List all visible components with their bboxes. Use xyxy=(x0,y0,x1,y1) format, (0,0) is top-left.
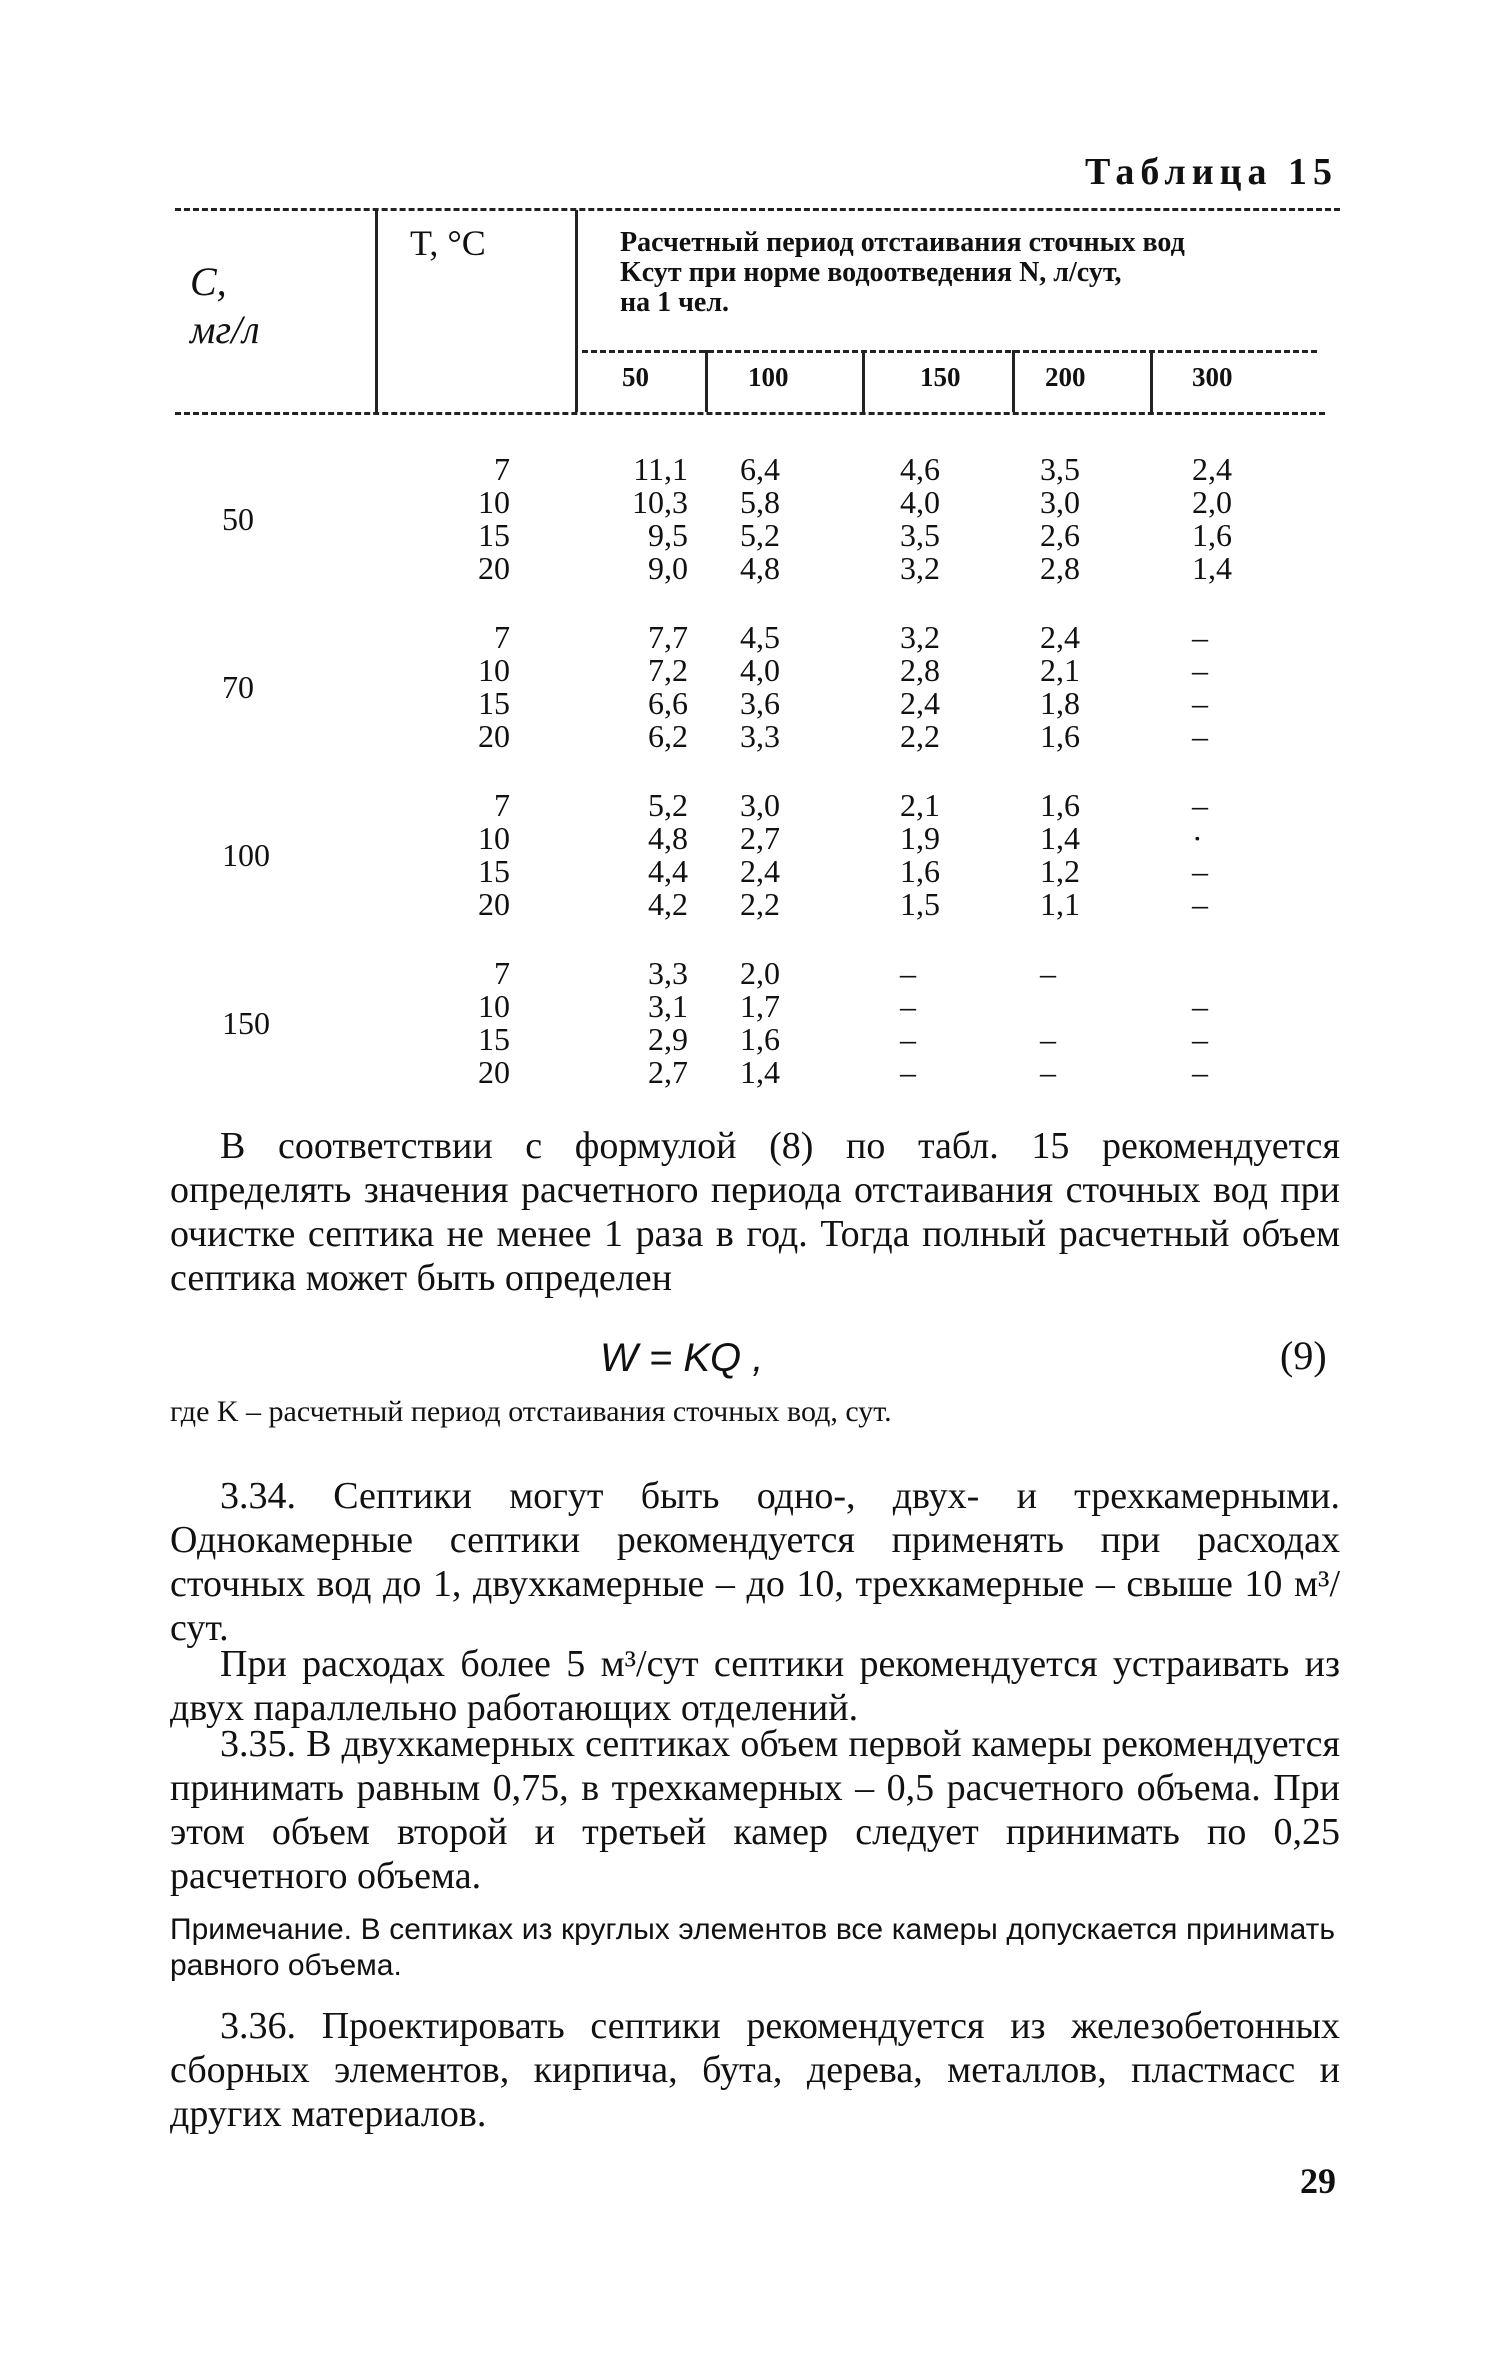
formula-w-kq: W = KQ , xyxy=(600,1336,764,1380)
norm-label-50: 50 xyxy=(622,362,649,392)
paragraph-3-34: 3.34. Септики могут быть одно-, двух- и трехкамерными. Однокамерные септики рекомендуется применять при расходах сточных вод до 1, двухкамерные – до 10, трехкамерные – свыше 10 м³/сут. xyxy=(170,1475,1340,1649)
value-cell: 2,0 xyxy=(1192,484,1232,520)
value-cell: – xyxy=(1040,1021,1056,1057)
value-cell: – xyxy=(1040,955,1056,991)
value-cell: – xyxy=(1192,685,1208,721)
value-cell: 4,6 xyxy=(900,451,940,487)
value-cell: – xyxy=(1192,886,1208,922)
value-cell: 1,7 xyxy=(740,988,780,1024)
value-cell: – xyxy=(1192,619,1208,655)
value-cell: 2,4 xyxy=(1040,619,1080,655)
value-cell: 3,0 xyxy=(740,787,780,823)
temperature-cell: 15 xyxy=(478,853,510,889)
value-cell: 11,1 xyxy=(633,451,688,487)
value-cell: 2,1 xyxy=(900,787,940,823)
value-cell: 3,5 xyxy=(900,517,940,553)
value-cell: 2,8 xyxy=(900,652,940,688)
norm-label-300: 300 xyxy=(1192,362,1233,392)
value-cell: – xyxy=(1192,1021,1208,1057)
temperature-cell: 7 xyxy=(494,955,510,991)
value-cell: 2,7 xyxy=(648,1054,688,1090)
value-cell: 4,5 xyxy=(740,619,780,655)
norm-label-200: 200 xyxy=(1045,362,1086,392)
value-cell: 2,4 xyxy=(740,853,780,889)
temperature-cell: 15 xyxy=(478,517,510,553)
value-cell: – xyxy=(1192,853,1208,889)
temperature-cell: 10 xyxy=(478,820,510,856)
paragraph-formula-intro: В соответствии с формулой (8) по табл. 15 рекомендуется определять значения расчетного периода отстаивания сточных вод при очистке септика не менее 1 раза в год. Тогда полный расчетный объем септика может быть определен xyxy=(170,1125,1340,1299)
value-cell: 4,0 xyxy=(900,484,940,520)
concentration-cell: 50 xyxy=(222,500,254,537)
value-cell: – xyxy=(900,955,916,991)
concentration-cell: 70 xyxy=(222,668,254,705)
value-cell: 9,5 xyxy=(648,517,688,553)
temperature-cell: 15 xyxy=(478,1021,510,1057)
value-cell: 1,6 xyxy=(1040,787,1080,823)
norm-label-100: 100 xyxy=(748,362,789,392)
value-cell: 1,6 xyxy=(1040,718,1080,754)
value-cell: – xyxy=(900,988,916,1024)
page-number: 29 xyxy=(1300,2161,1336,2201)
table-header-bottom-rule xyxy=(175,412,1325,415)
header-settling-period xyxy=(620,228,1340,318)
temperature-cell: 7 xyxy=(494,787,510,823)
value-cell: 2,4 xyxy=(900,685,940,721)
norm-header-rule xyxy=(582,350,1317,353)
value-cell: 1,1 xyxy=(1040,886,1080,922)
value-cell: 2,6 xyxy=(1040,517,1080,553)
value-cell: 4,4 xyxy=(648,853,688,889)
value-cell: 4,2 xyxy=(648,886,688,922)
temperature-cell: 20 xyxy=(478,1054,510,1090)
value-cell: 1,9 xyxy=(900,820,940,856)
value-cell: 1,8 xyxy=(1040,685,1080,721)
header-concentration xyxy=(190,258,260,354)
value-cell: 1,4 xyxy=(740,1054,780,1090)
header-c-unit: мг/л xyxy=(190,307,260,352)
value-cell: 1,6 xyxy=(900,853,940,889)
value-cell: 2,7 xyxy=(740,820,780,856)
value-cell: – xyxy=(1192,718,1208,754)
value-cell: 7,7 xyxy=(648,619,688,655)
value-cell: 6,6 xyxy=(648,685,688,721)
value-cell: 10,3 xyxy=(632,484,688,520)
value-cell: 2,2 xyxy=(740,886,780,922)
value-cell: – xyxy=(900,1021,916,1057)
value-cell: 3,2 xyxy=(900,550,940,586)
value-cell: 3,5 xyxy=(1040,451,1080,487)
temperature-cell: 20 xyxy=(478,550,510,586)
header-c-symbol: С, xyxy=(190,259,227,304)
temperature-cell: 10 xyxy=(478,484,510,520)
norm-label-150: 150 xyxy=(920,362,961,392)
value-cell: 6,4 xyxy=(740,451,780,487)
table-divider-t-k xyxy=(575,210,578,412)
value-cell: 3,2 xyxy=(900,619,940,655)
value-cell: 1,5 xyxy=(900,886,940,922)
concentration-cell: 100 xyxy=(222,836,270,873)
value-cell: 5,2 xyxy=(648,787,688,823)
table-title: Таблица 15 xyxy=(1084,151,1338,193)
header-k-line3: на 1 чел. xyxy=(620,287,730,318)
value-cell: 3,3 xyxy=(648,955,688,991)
value-cell: – xyxy=(900,1054,916,1090)
value-cell: – xyxy=(1192,787,1208,823)
value-cell: 2,8 xyxy=(1040,550,1080,586)
value-cell: 2,9 xyxy=(648,1021,688,1057)
value-cell: 3,6 xyxy=(740,685,780,721)
value-cell: 2,4 xyxy=(1192,451,1232,487)
value-cell: – xyxy=(1192,988,1208,1024)
value-cell: 3,3 xyxy=(740,718,780,754)
value-cell: 4,8 xyxy=(740,550,780,586)
value-cell: 5,8 xyxy=(740,484,780,520)
concentration-cell: 150 xyxy=(222,1004,270,1041)
paragraph-3-34-continued: При расходах более 5 м³/сут септики рекомендуется устраивать из двух параллельно работающих отделений. xyxy=(170,1643,1340,1729)
value-cell: – xyxy=(1040,1054,1056,1090)
value-cell: 3,1 xyxy=(648,988,688,1024)
value-cell: 1,6 xyxy=(1192,517,1232,553)
temperature-cell: 10 xyxy=(478,988,510,1024)
paragraph-3-35: 3.35. В двухкамерных септиках объем первой камеры рекомендуется принимать равным 0,75, в трехкамерных – 0,5 расчетного объема. При этом объем второй и третьей камер следует принимать по 0,25 расчетного объема. xyxy=(170,1723,1340,1897)
temperature-cell: 7 xyxy=(494,451,510,487)
value-cell: 2,1 xyxy=(1040,652,1080,688)
value-cell: 3,0 xyxy=(1040,484,1080,520)
formula-where-clause: где K – расчетный период отстаивания сточных вод, сут. xyxy=(170,1395,892,1428)
value-cell: 1,4 xyxy=(1040,820,1080,856)
value-cell: 2,0 xyxy=(740,955,780,991)
note-round-elements: Примечание. В септиках из круглых элементов все камеры допускается принимать равного объема. xyxy=(170,1913,1335,1982)
table-divider-c-t xyxy=(375,210,378,412)
value-cell: 9,0 xyxy=(648,550,688,586)
value-cell: – xyxy=(1192,1054,1208,1090)
value-cell: 1,6 xyxy=(740,1021,780,1057)
value-cell: 4,0 xyxy=(740,652,780,688)
paragraph-3-36: 3.36. Проектировать септики рекомендуется из железобетонных сборных элементов, кирпича, бута, дерева, металлов, пластмасс и других материалов. xyxy=(170,2005,1340,2135)
temperature-cell: 15 xyxy=(478,685,510,721)
value-cell: 1,2 xyxy=(1040,853,1080,889)
value-cell: – xyxy=(1192,652,1208,688)
value-cell: 4,8 xyxy=(648,820,688,856)
value-cell: · xyxy=(1192,820,1203,856)
value-cell: 7,2 xyxy=(648,652,688,688)
temperature-cell: 7 xyxy=(494,619,510,655)
header-k-line2: Kсут при норме водоотведения N, л/сут, xyxy=(620,257,1122,288)
temperature-cell: 20 xyxy=(478,718,510,754)
value-cell: 5,2 xyxy=(740,517,780,553)
value-cell: 1,4 xyxy=(1192,550,1232,586)
value-cell: 6,2 xyxy=(648,718,688,754)
formula-number: (9) xyxy=(1280,1333,1327,1378)
header-k-line1: Расчетный период отстаивания сточных вод xyxy=(620,227,1185,258)
temperature-cell: 10 xyxy=(478,652,510,688)
value-cell: 2,2 xyxy=(900,718,940,754)
header-temperature: T, °C xyxy=(410,223,486,263)
temperature-cell: 20 xyxy=(478,886,510,922)
table-top-rule xyxy=(175,208,1340,211)
